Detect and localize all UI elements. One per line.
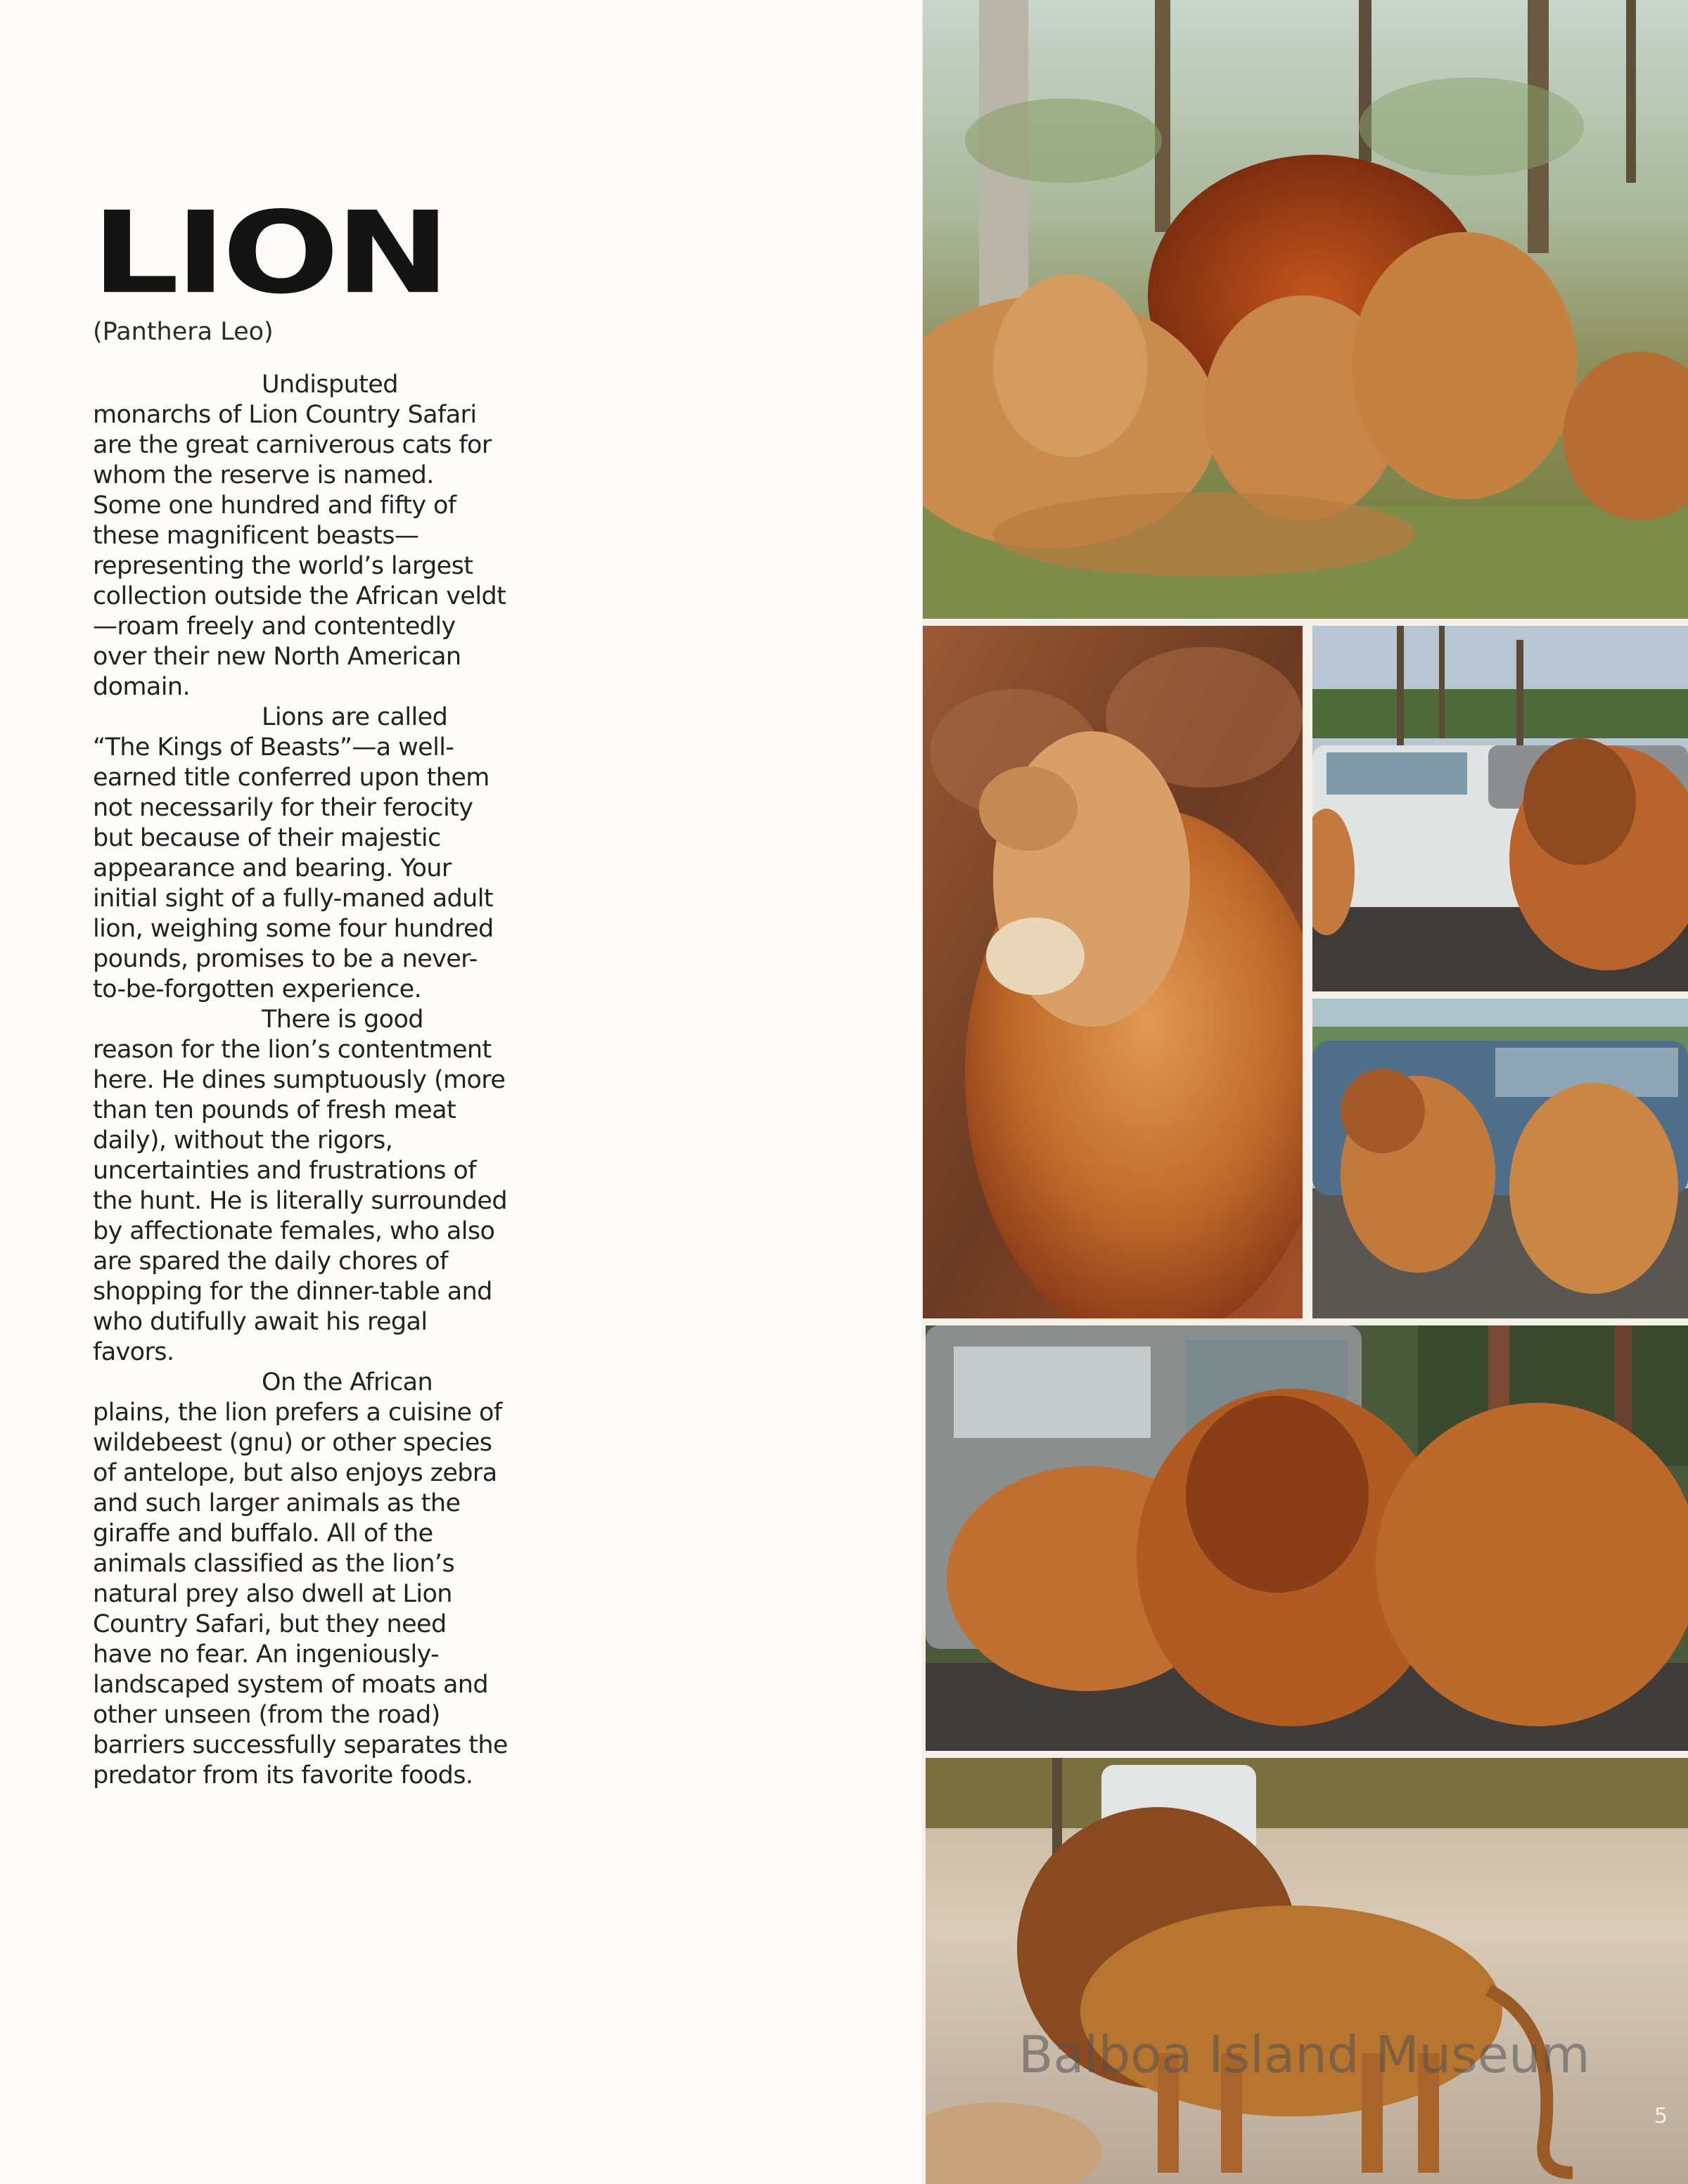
page-number: 5	[1654, 2104, 1668, 2128]
photo-lions-crossing-road	[926, 1325, 1688, 1751]
paragraph-1: Undisputed monarchs of Lion Country Safari are the great carniverous cats for whom the reserve is named. Some one hundred and fifty of these magnificent beasts—representing the world’s largest collection outside the African veldt—roam freely and contentedly over their new North American domain.	[93, 371, 506, 701]
article-body	[93, 370, 508, 1791]
photo-maned-lion-standing	[926, 1758, 1688, 2184]
paragraph-3: There is good reason for the lion’s contentment here. He dines sumptuously (more than ten pounds of fresh meat daily), without the rigors, uncertainties and frustrations of the hunt. He is literally surrounded by affectionate females, who also are spared the daily chores of shopping for the dinner-table and who dutifully await his regal favors.	[93, 1006, 507, 1366]
paragraph-2: Lions are called “The Kings of Beasts”—a well-earned title conferred upon them not necessarily for their ferocity but because of their majestic appearance and bearing. Your initial sight of a fully-maned adult lion, weighing some four hundred pounds, promises to be a never-to-be-forgotten experience.	[93, 703, 494, 1003]
watermark: Balboa Island Museum	[1018, 2025, 1590, 2084]
paragraph-4: On the African plains, the lion prefers a cuisine of wildebeest (gnu) or other species of antelope, but also enjoys zebra and such larger animals as the giraffe and buffalo. All of the animals classified as the lion’s natural prey also dwell at Lion Country Safari, but they need have no fear. An ingeniously-landscaped system of moats and other unseen (from the road) barriers successfully separates the predator from its favorite foods.	[93, 1368, 508, 1790]
photo-roaring-lion	[923, 626, 1303, 1318]
photo-lions-blue-car	[1312, 998, 1688, 1318]
species-subtitle: (Panthera Leo)	[93, 318, 274, 346]
photo-lion-pride	[923, 0, 1688, 619]
page-title: LION	[91, 187, 447, 319]
photo-lions-by-cars	[1312, 626, 1688, 991]
